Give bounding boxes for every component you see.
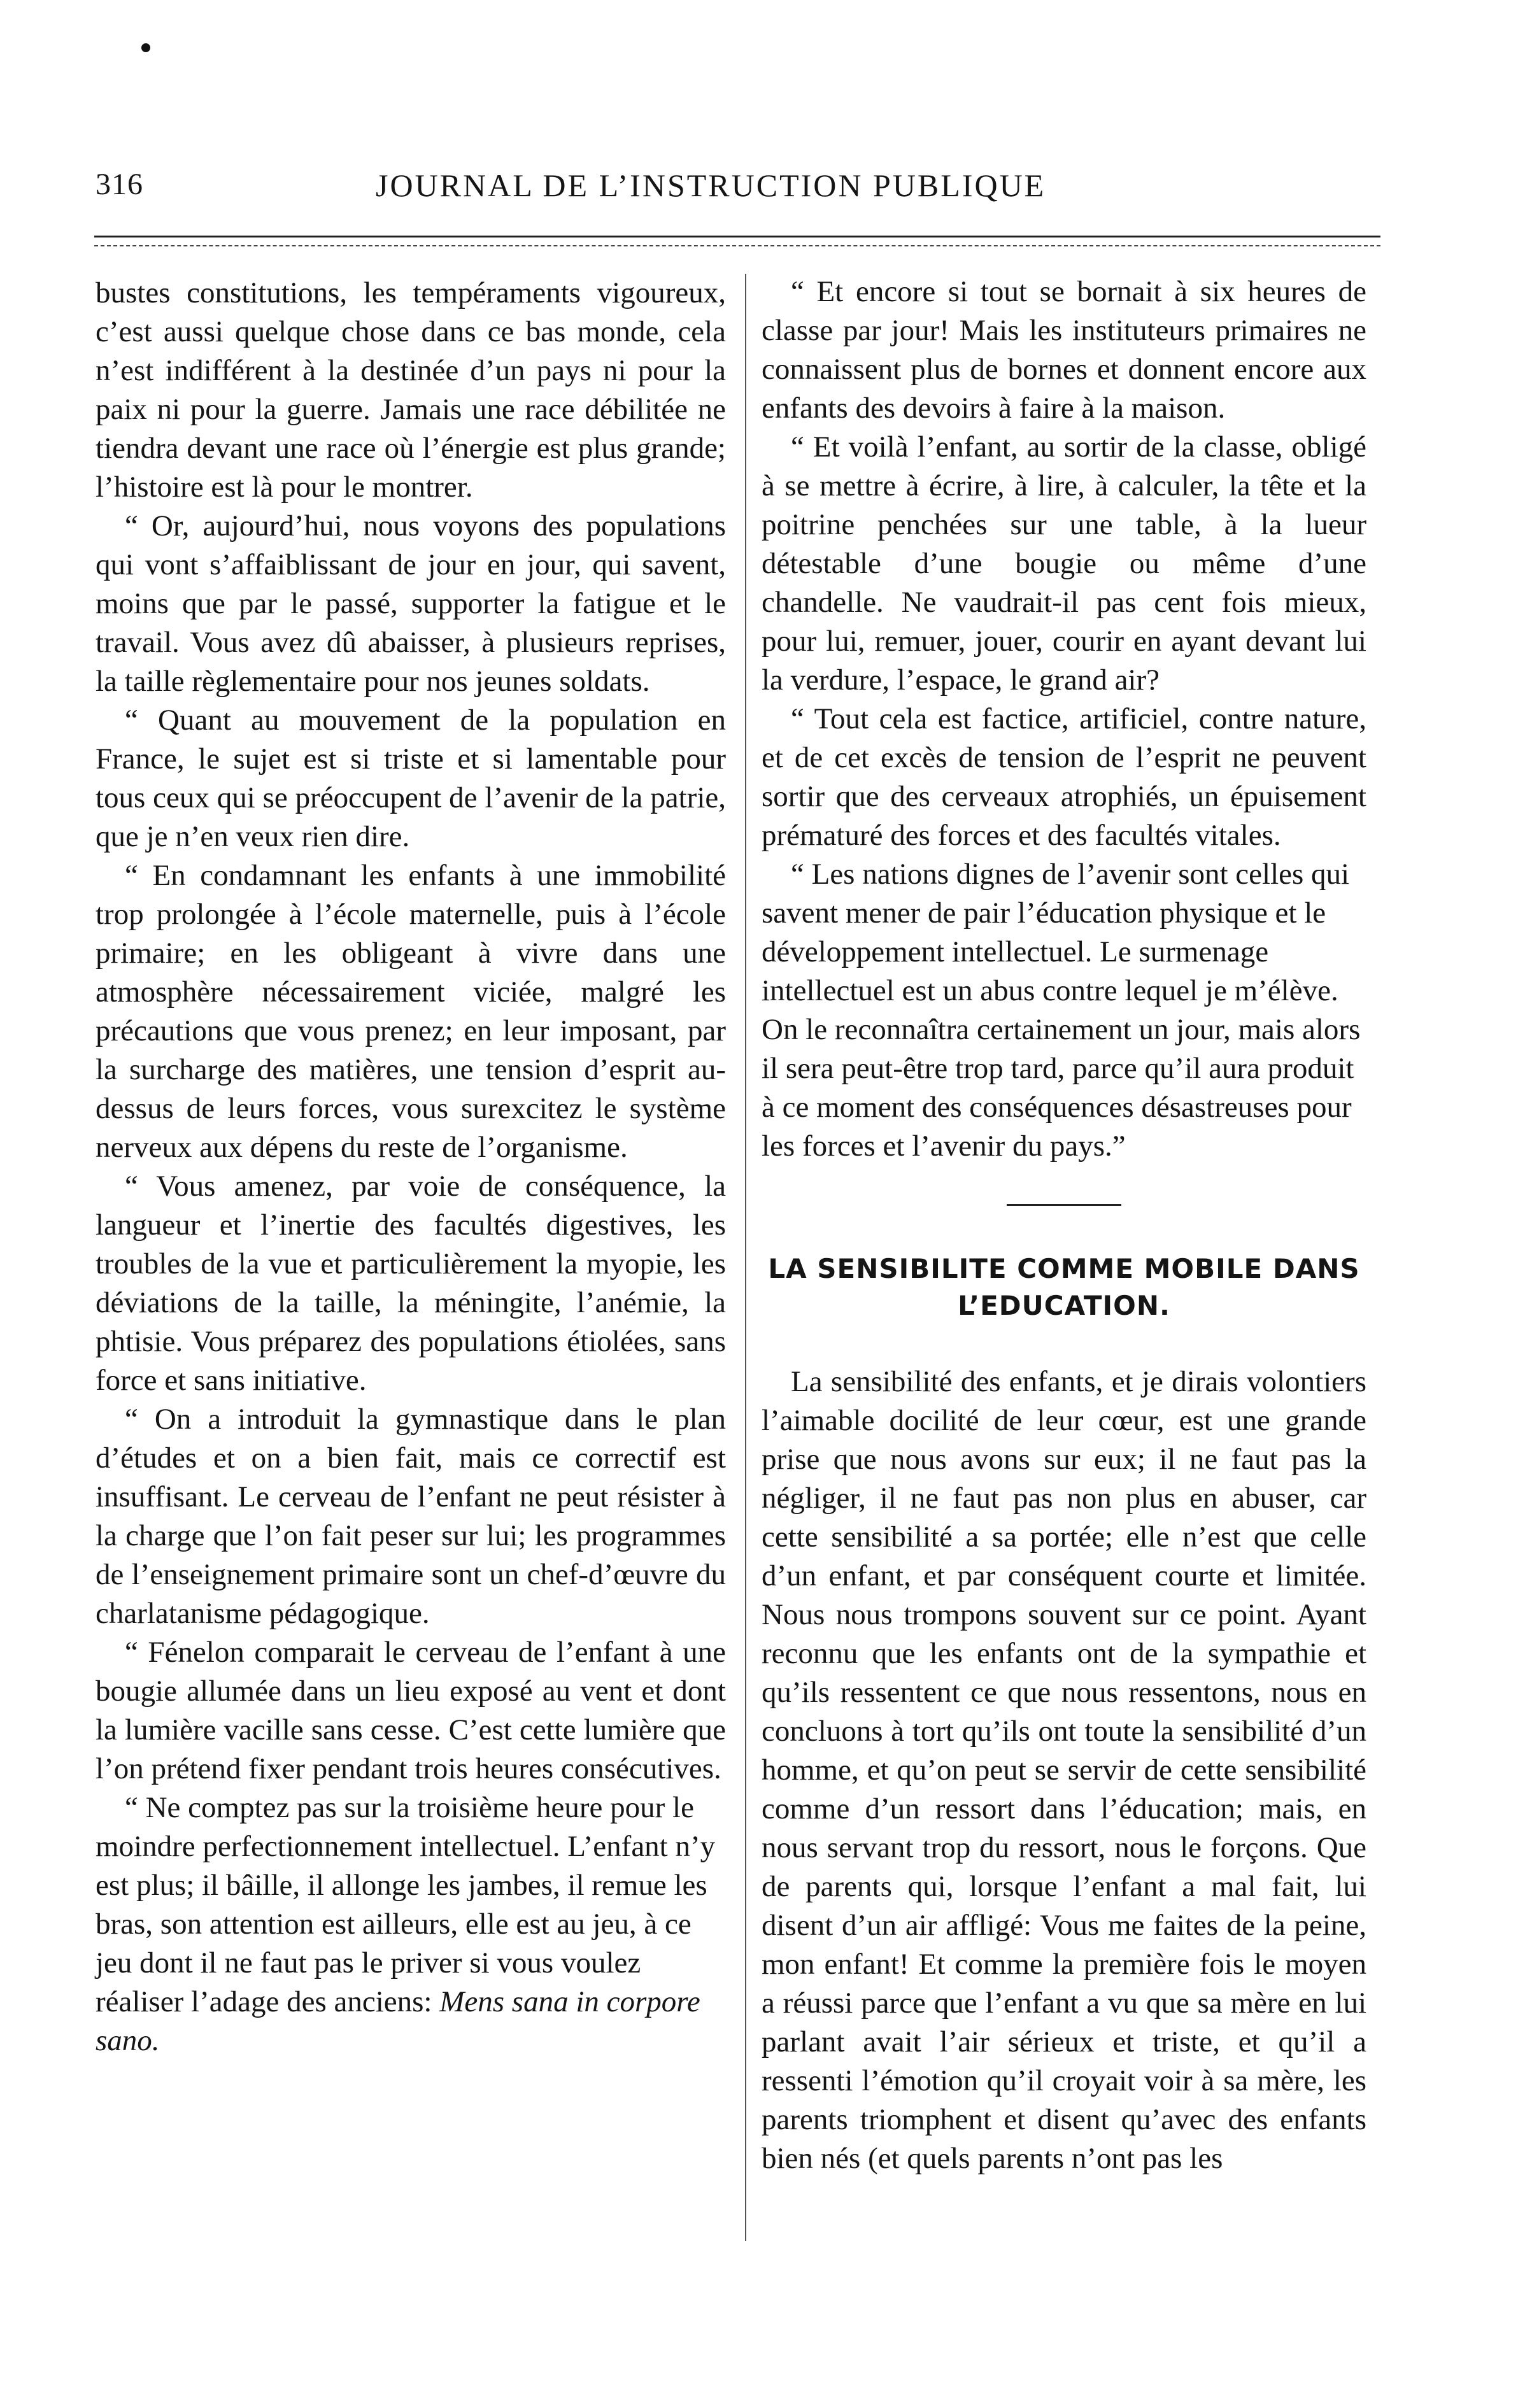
header-rule-dashed [94,245,1380,246]
page-number: 316 [96,167,143,201]
paragraph: “ En condamnant les enfants à une immobilité trop prolongée à l’école maternelle, puis à l’école primaire; en les obligeant à vivre dans une atmosphère nécessairement viciée, malgré les précautions que vous prenez; en leur imposant, par la surcharge des matières, une tension d’esprit au-dessus de leurs forces, vous surexcitez le système nerveux aux dépens du reste de l’organisme. [96,859,726,1164]
paragraph: “ Vous amenez, par voie de conséquence, la langueur et l’inertie des facultés digestives, les troubles de la vue et particulièrement la myopie, les déviations de la taille, la méningite, l’anémie, la phtisie. Vous préparez des populations étiolées, sans force et sans initiative. [96,1170,726,1397]
right-column [762,273,1366,2178]
paragraph: “ Fénelon comparait le cerveau de l’enfant à une bougie allumée dans un lieu exposé au vent et dont la lumière vacille sans cesse. C’est cette lumière que l’on prétend fixer pendant trois heures consécutives. [96,1636,726,1785]
column-divider [745,274,746,2241]
latin-adage: Mens sana in corpore sano. [96,1985,700,2057]
section-title-line: LA SENSIBILITE COMME MOBILE DANS [768,1253,1360,1284]
section-title-line: L’EDUCATION. [958,1290,1170,1321]
paragraph: La sensibilité des enfants, et je dirais volontiers l’aimable docilité de leur cœur, est une grande prise que nous avons sur eux; il ne faut pas la négliger, il ne faut pas non plus en abuser, car cette sensibilité a sa portée; elle n’est que celle d’un enfant, et par conséquent courte et limitée. Nous nous trompons souvent sur ce point. Ayant reconnu que les enfants ont de la sympathie et qu’ils ressentent ce que nous ressentons, nous en concluons à tort qu’ils ont toute la sensibilité d’un homme, et qu’on peut se servir de cette sensibilité comme d’un ressort dans l’éducation; mais, en nous servant trop du ressort, nous le forçons. Que de parents qui, lorsque l’enfant a mal fait, lui disent d’un air affligé: Vous me faites de la peine, mon enfant! Et comme la première fois le moyen a réussi parce que l’enfant a vu que sa mère en lui parlant avait l’air sérieux et triste, et qu’il a ressenti l’émotion qu’il croyait voir à sa mère, les parents triomphent et disent qu’avec des enfants bien nés (et quels parents n’ont pas les [762,1365,1366,2175]
section-title [762,1250,1366,1324]
paragraph [96,1788,726,2060]
paragraph: “ Or, aujourd’hui, nous voyons des populations qui vont s’affaiblissant de jour en jour, qui savent, moins que par le passé, supporter la fatigue et le travail. Vous avez dû abaisser, à plusieurs reprises, la taille règlementaire pour nos jeunes soldats. [96,509,726,698]
paragraph: “ Et voilà l’enfant, au sortir de la classe, obligé à se mettre à écrire, à lire, à calculer, la tête et la poitrine penchées sur une table, à la lueur détestable d’une bougie ou même d’une chandelle. Ne vaudrait-il pas cent fois mieux, pour lui, remuer, jouer, courir en ayant devant lui la verdure, l’espace, le grand air? [762,430,1366,697]
paragraph: “ Et encore si tout se bornait à six heures de classe par jour! Mais les instituteurs primaires ne connaissent plus de bornes et donnent encore aux enfants des devoirs à faire à la maison. [762,275,1366,425]
header-rule [94,236,1380,237]
paragraph: “ Tout cela est factice, artificiel, contre nature, et de cet excès de tension de l’esprit ne peuvent sortir que des cerveaux atrophiés, un épuisement prématuré des forces et des facultés vitales. [762,702,1366,852]
paragraph: “ Les nations dignes de l’avenir sont celles qui savent mener de pair l’éducation physique et le développement intellectuel. Le surmenage intellectuel est un abus contre lequel je m’élève. On le reconnaîtra certainement un jour, mais alors il sera peut-être trop tard, parce qu’il aura produit à ce moment des conséquences désastreuses pour les forces et l’avenir du pays.” [762,858,1361,1163]
paragraph: “ Quant au mouvement de la population en France, le sujet est si triste et si lamentable pour tous ceux qui se préoccupent de l’avenir de la patrie, que je n’en veux rien dire. [96,704,726,853]
left-column [96,274,726,2060]
paragraph: “ On a introduit la gymnastique dans le plan d’études et on a bien fait, mais ce correctif est insuffisant. Le cerveau de l’enfant ne peut résister à la charge que l’on fait peser sur lui; les programmes de l’enseignement primaire sont un chef-d’œuvre du charlatanisme pédagogique. [96,1403,726,1630]
paragraph-text: “ Ne comptez pas sur la troisième heure pour le moindre perfectionnement intellectuel. L’enfant n’y est plus; il bâille, il allonge les jambes, il remue les bras, son attention est ailleurs, elle est au jeu, à ce jeu dont il ne faut pas le priver si vous voulez réaliser l’adage des anciens: [96,1791,716,2018]
section-divider [1007,1204,1121,1206]
paragraph: bustes constitutions, les tempéraments vigoureux, c’est aussi quelque chose dans ce bas monde, cela n’est indifférent à la destinée d’un pays ni pour la paix ni pour la guerre. Jamais une race débilitée ne tiendra devant une race où l’énergie est plus grande; l’histoire est là pour le montrer. [96,276,726,504]
running-title: JOURNAL DE L’INSTRUCTION PUBLIQUE [376,167,1046,203]
ink-spot [141,43,150,52]
